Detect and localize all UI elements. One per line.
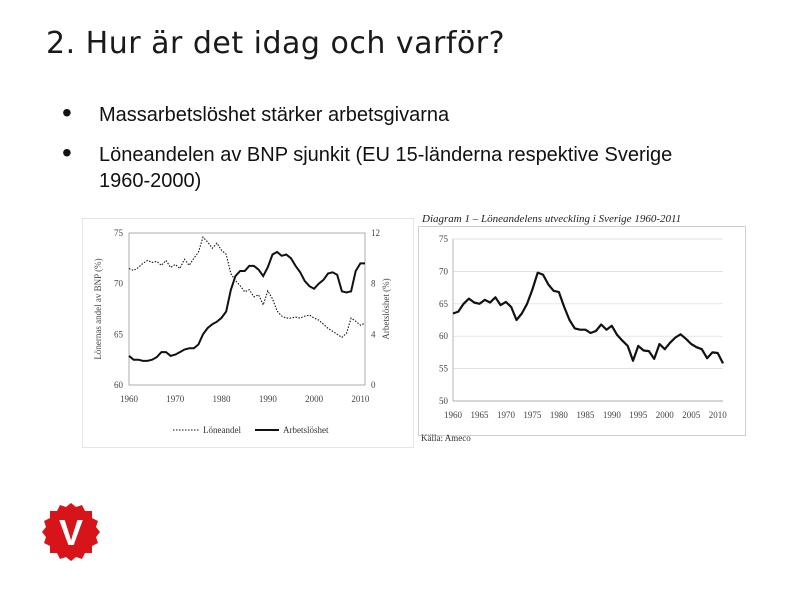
chart-title: Diagram 1 – Löneandelens utveckling i Sverige 1960-2011	[422, 213, 682, 225]
y-tick-label: 65	[114, 329, 123, 340]
bullet-text: Massarbetslöshet stärker arbetsgivarna	[99, 104, 450, 126]
bullet-list	[62, 97, 762, 208]
series-line-arbetsloshet	[129, 252, 365, 361]
bullet-text: Löneandelen av BNP sjunkit (EU 15-länderna respektive Sverige 1960-2000)	[99, 144, 673, 192]
bullet-item	[62, 137, 762, 194]
y-tick-label: 75	[114, 228, 123, 238]
y-tick-label: 65	[439, 298, 448, 309]
y-tick-label: 50	[439, 396, 448, 406]
series-line-loneandel	[129, 237, 365, 337]
y-axis-label: Lönernas andel av BNP (%)	[93, 258, 103, 360]
x-tick-label: 1970	[496, 410, 515, 420]
bullet-item	[62, 97, 762, 128]
x-tick-label: 2000	[655, 410, 674, 420]
sweden-wage-share-svg	[419, 227, 745, 435]
y-tick-label: 70	[114, 278, 123, 289]
x-tick-label: 2005	[682, 410, 701, 420]
y2-tick-label: 0	[371, 380, 376, 390]
x-tick-label: 2010	[351, 394, 370, 404]
y-tick-label: 70	[439, 266, 448, 277]
y2-tick-label: 4	[371, 329, 376, 340]
x-tick-label: 1985	[576, 410, 595, 420]
x-tick-label: 1965	[470, 410, 489, 420]
x-tick-label: 1960	[120, 394, 138, 404]
x-tick-label: 1980	[549, 410, 568, 420]
logo-letter: V	[58, 512, 84, 553]
x-tick-label: 1975	[523, 410, 542, 420]
y-tick-label: 60	[114, 380, 123, 390]
x-tick-label: 1980	[212, 394, 231, 404]
sweden-wage-share-chart	[418, 226, 746, 436]
bullet-dot-icon: •	[62, 97, 72, 128]
plot-frame	[129, 233, 365, 385]
x-tick-label: 1970	[166, 394, 185, 404]
y-tick-label: 55	[439, 363, 448, 374]
page-title: 2. Hur är det idag och varför?	[46, 26, 506, 61]
y-tick-label: 60	[439, 331, 448, 342]
x-tick-label: 1990	[258, 394, 277, 404]
wage-share-unemployment-svg	[83, 219, 413, 447]
x-tick-label: 2000	[305, 394, 324, 404]
x-tick-label: 1990	[602, 410, 621, 420]
bullet-dot-icon: •	[62, 137, 72, 168]
y2-tick-label: 12	[371, 228, 380, 238]
y2-tick-label: 8	[371, 278, 376, 289]
y2-axis-label: Arbetslöshet (%)	[381, 278, 391, 340]
chart-source: Källa: Ameco	[421, 433, 471, 443]
party-logo-icon	[40, 501, 102, 563]
wage-share-unemployment-chart	[82, 218, 414, 448]
x-tick-label: 2010	[708, 410, 727, 420]
legend-label: Arbetslöshet	[283, 425, 329, 435]
x-tick-label: 1960	[444, 410, 462, 420]
legend-label: Löneandel	[203, 425, 241, 435]
series-line-wage-share	[453, 273, 723, 364]
x-tick-label: 1995	[629, 410, 648, 420]
y-tick-label: 75	[439, 234, 448, 244]
